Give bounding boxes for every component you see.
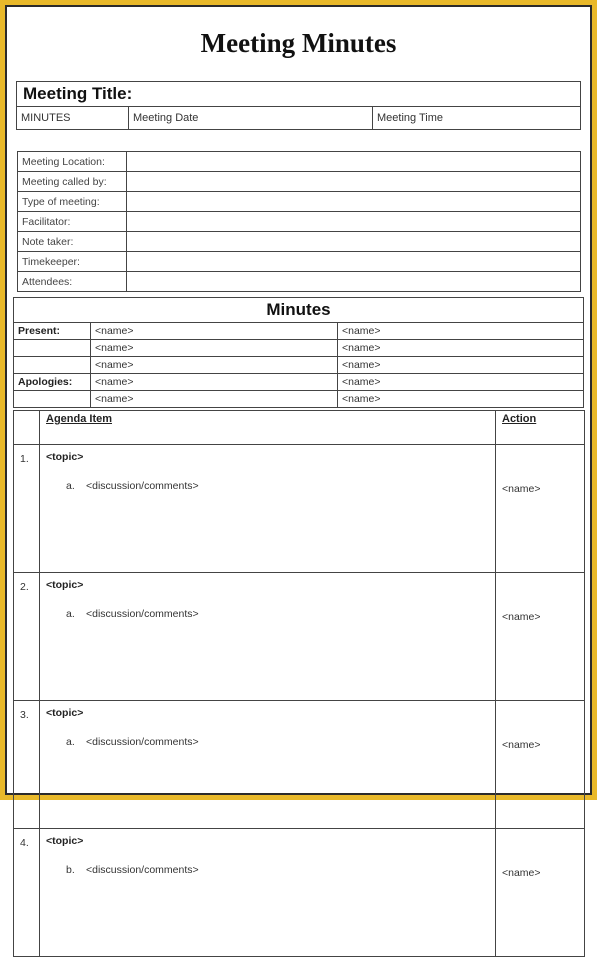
agenda-topic: <topic> (46, 451, 84, 463)
minutes-name-left[interactable]: <name> (91, 374, 338, 391)
agenda-number-header (14, 411, 40, 445)
minutes-name-right[interactable]: <name> (338, 323, 584, 340)
minutes-row-label: Apologies: (14, 374, 91, 391)
agenda-table (13, 410, 585, 957)
agenda-discussion (46, 480, 489, 492)
minutes-name-right[interactable]: <name> (338, 340, 584, 357)
document-title: Meeting Minutes (200, 28, 397, 58)
info-value-type[interactable] (127, 192, 581, 212)
info-value-called-by[interactable] (127, 172, 581, 192)
agenda-discussion (46, 864, 489, 876)
info-label-attendees: Attendees: (18, 272, 127, 292)
agenda-action[interactable]: <name> (496, 445, 585, 573)
minutes-row-label (14, 357, 91, 374)
info-label-location: Meeting Location: (18, 152, 127, 172)
meeting-date-label: Meeting Date (129, 107, 373, 130)
meeting-title-table (16, 81, 581, 130)
agenda-action[interactable]: <name> (496, 701, 585, 829)
agenda-topic-cell[interactable] (40, 445, 496, 573)
minutes-name-left[interactable]: <name> (91, 323, 338, 340)
agenda-discussion (46, 608, 489, 620)
agenda-row (14, 445, 585, 573)
info-value-attendees[interactable] (127, 272, 581, 292)
minutes-name-left[interactable]: <name> (91, 391, 338, 408)
agenda-discussion (46, 736, 489, 748)
agenda-topic-cell[interactable] (40, 573, 496, 701)
info-value-location[interactable] (127, 152, 581, 172)
agenda-discussion-text: <discussion/comments> (86, 864, 199, 876)
agenda-discussion-letter: a. (66, 480, 75, 492)
minutes-row-label: Present: (14, 323, 91, 340)
info-label-facilitator: Facilitator: (18, 212, 127, 232)
agenda-action-header: Action (496, 411, 585, 445)
agenda-action[interactable]: <name> (496, 829, 585, 957)
agenda-number: 1. (14, 445, 40, 573)
agenda-action[interactable]: <name> (496, 573, 585, 701)
meeting-title-label: Meeting Title: (17, 82, 581, 107)
agenda-topic: <topic> (46, 579, 84, 591)
minutes-name-left[interactable]: <name> (91, 340, 338, 357)
agenda-row (14, 573, 585, 701)
minutes-name-right[interactable]: <name> (338, 391, 584, 408)
info-label-type: Type of meeting: (18, 192, 127, 212)
info-value-note-taker[interactable] (127, 232, 581, 252)
minutes-name-right[interactable]: <name> (338, 374, 584, 391)
minutes-row-label (14, 391, 91, 408)
info-label-note-taker: Note taker: (18, 232, 127, 252)
minutes-label: MINUTES (17, 107, 129, 130)
minutes-table (13, 297, 584, 408)
agenda-discussion-text: <discussion/comments> (86, 608, 199, 620)
agenda-discussion-text: <discussion/comments> (86, 480, 199, 492)
agenda-topic-cell[interactable] (40, 829, 496, 957)
agenda-discussion-letter: a. (66, 736, 75, 748)
agenda-item-header: Agenda Item (40, 411, 496, 445)
agenda-row (14, 829, 585, 957)
agenda-topic: <topic> (46, 835, 84, 847)
agenda-topic-cell[interactable] (40, 701, 496, 829)
agenda-number: 3. (14, 701, 40, 829)
minutes-name-right[interactable]: <name> (338, 357, 584, 374)
agenda-number: 4. (14, 829, 40, 957)
minutes-name-left[interactable]: <name> (91, 357, 338, 374)
agenda-number: 2. (14, 573, 40, 701)
meeting-time-label: Meeting Time (373, 107, 581, 130)
agenda-discussion-text: <discussion/comments> (86, 736, 199, 748)
meeting-info-table (17, 151, 581, 292)
info-value-facilitator[interactable] (127, 212, 581, 232)
agenda-topic: <topic> (46, 707, 84, 719)
info-value-timekeeper[interactable] (127, 252, 581, 272)
info-label-called-by: Meeting called by: (18, 172, 127, 192)
agenda-row (14, 701, 585, 829)
info-label-timekeeper: Timekeeper: (18, 252, 127, 272)
minutes-heading: Minutes (14, 298, 584, 323)
agenda-discussion-letter: a. (66, 608, 75, 620)
minutes-row-label (14, 340, 91, 357)
agenda-discussion-letter: b. (66, 864, 75, 876)
